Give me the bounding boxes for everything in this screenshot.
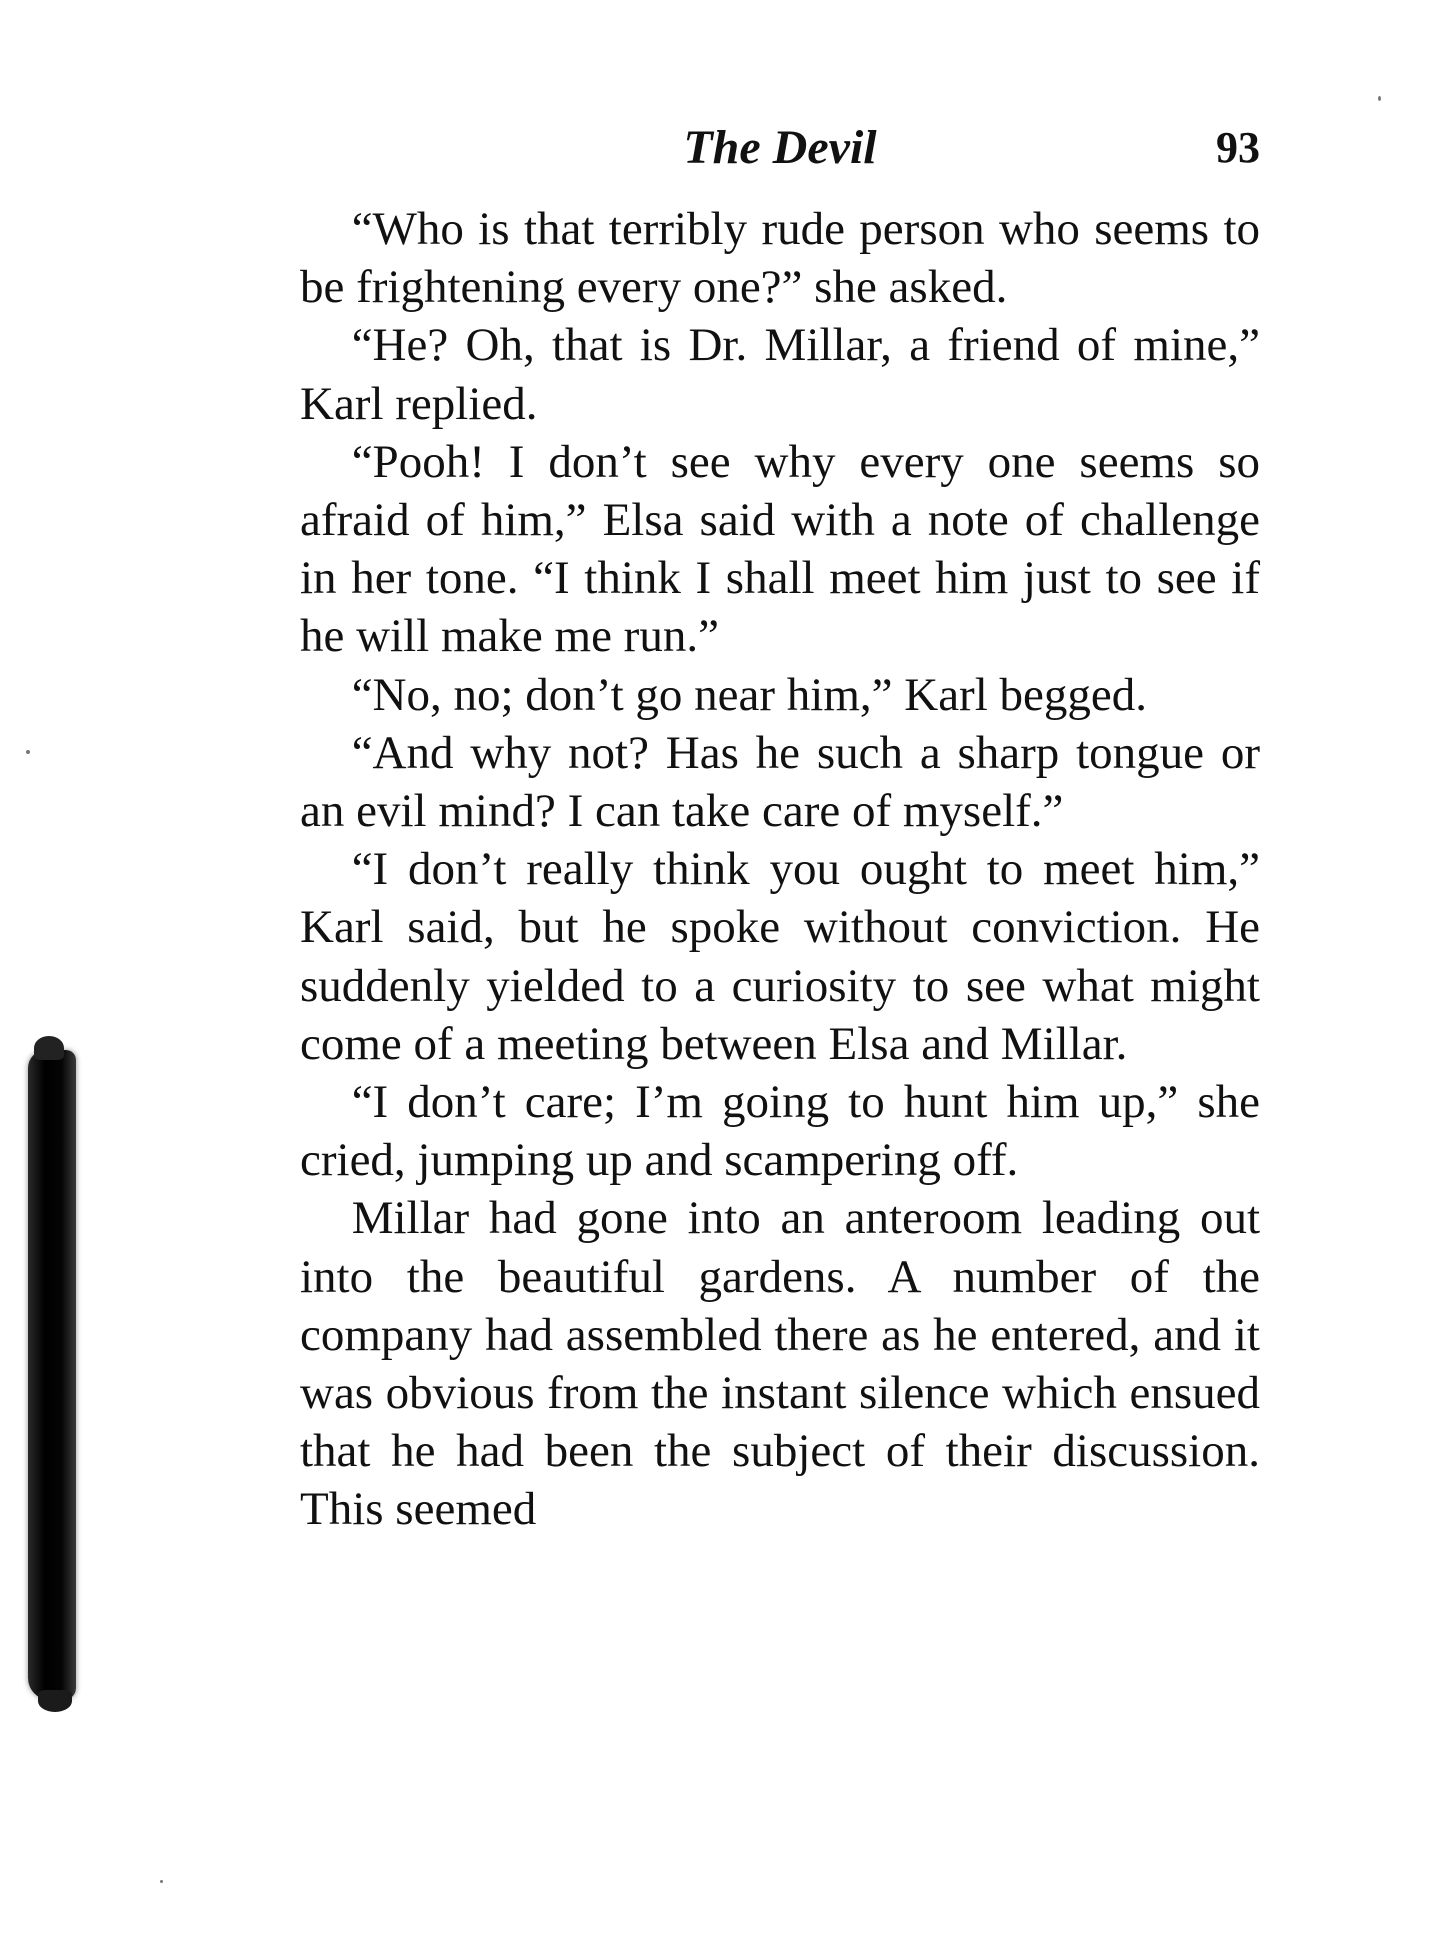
scan-speck <box>160 1880 163 1883</box>
paragraph: “No, no; don’t go near him,” Karl begged. <box>351 668 1147 721</box>
paragraph: “And why not? Has he such a sharp tongue or an evil mind? I can take care of myself.” <box>300 726 1260 838</box>
scan-speck <box>1378 96 1381 101</box>
paragraph: “Who is that terribly rude person who seems to be frightening every one?” she asked. <box>300 203 1260 314</box>
paragraph: “I don’t really think you ought to meet him,” Karl said, but he spoke without conviction. He suddenly yielded to a curiosity to see what might come of a meeting between Elsa and Millar. <box>300 843 1260 1070</box>
paragraph: Millar had gone into an anteroom leading out into the beautiful gardens. A number of the company had assembled there as he entered, and it was obvious from the instant silence which ensued that he had been the subject of their discussion. This seemed <box>300 1192 1260 1536</box>
binding-shadow <box>28 1050 76 1700</box>
page-number: 93 <box>1216 123 1260 172</box>
running-head <box>300 118 1260 178</box>
running-title: The Devil <box>683 121 877 174</box>
paragraph: “I don’t care; I’m going to hunt him up,” she cried, jumping up and scampering off. <box>300 1076 1260 1187</box>
paragraph: “He? Oh, that is Dr. Millar, a friend of mine,” Karl replied. <box>300 319 1260 430</box>
body-text <box>300 200 1260 1539</box>
paragraph: “Pooh! I don’t see why every one seems so afraid of him,” Elsa said with a note of challenge in her tone. “I think I shall meet him just to see if he will make me run.” <box>300 435 1260 663</box>
scan-speck <box>26 750 30 754</box>
